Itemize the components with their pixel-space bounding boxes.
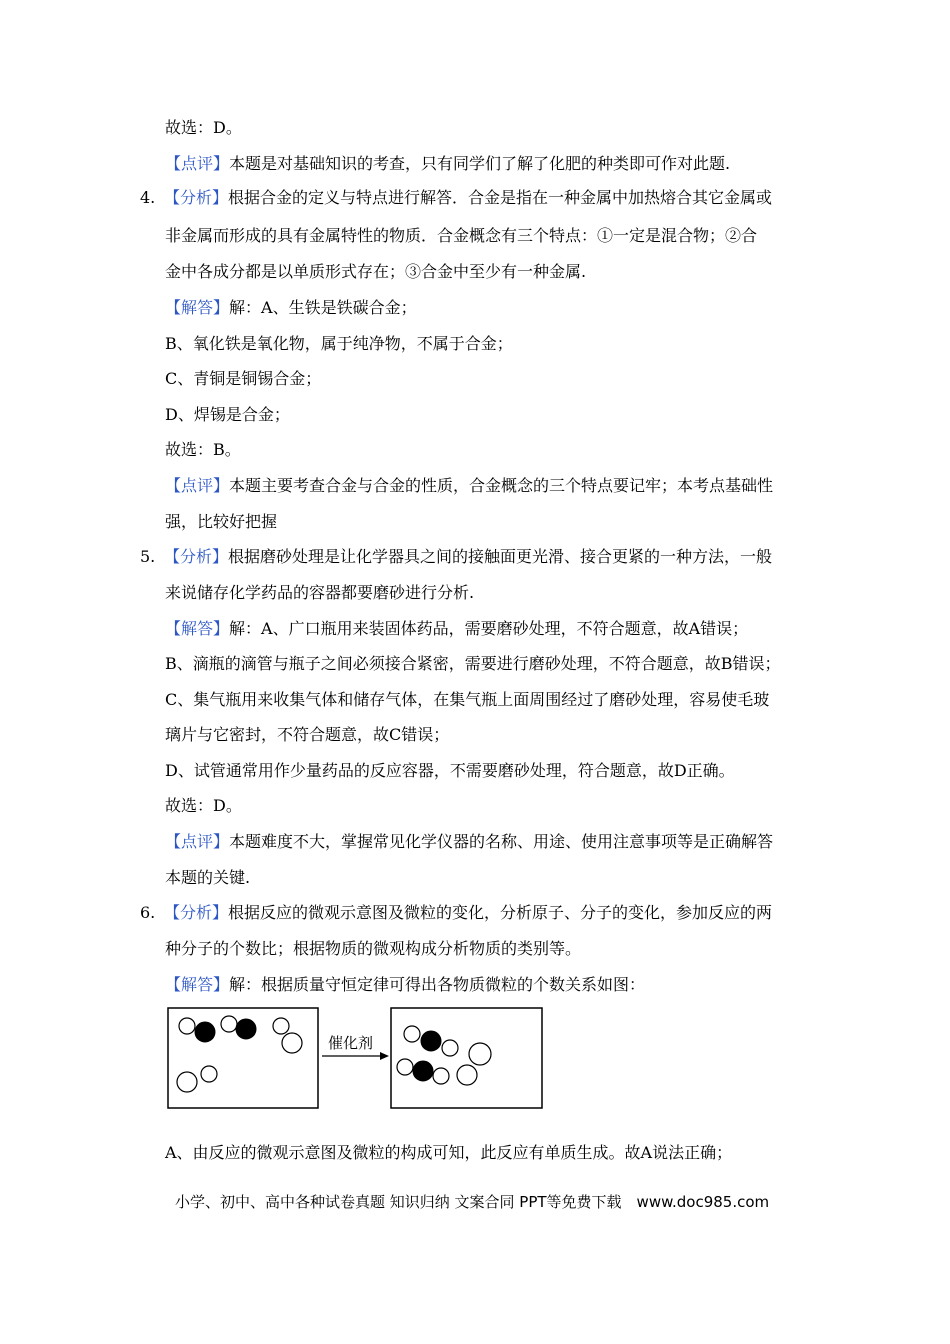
products-box xyxy=(391,1008,542,1108)
black-atom xyxy=(421,1031,441,1051)
comment-tag: 【点评】 xyxy=(165,476,230,495)
text-line: 故选：D。 xyxy=(165,796,242,815)
text-line: 【点评】本题是对基础知识的考查，只有同学们了解了化肥的种类即可作对此题. xyxy=(165,154,731,173)
arrow-head xyxy=(380,1052,389,1060)
analysis-tag: 【分析】 xyxy=(164,547,229,566)
answer-tag: 【解答】 xyxy=(165,975,230,994)
white-atom xyxy=(282,1033,302,1053)
question-number: 6. xyxy=(140,903,156,922)
text-line: C、集气瓶用来收集气体和储存气体，在集气瓶上面周围经过了磨砂处理，容易使毛玻 xyxy=(165,690,770,709)
text-line: 故选：B。 xyxy=(165,440,241,459)
black-atom xyxy=(195,1022,215,1042)
catalyst-label: 催化剂 xyxy=(328,1034,374,1052)
text-line: 【点评】本题主要考查合金与合金的性质，合金概念的三个特点要记牢；本考点基础性 xyxy=(165,476,774,495)
white-atom xyxy=(442,1040,458,1056)
text-line: 种分子的个数比；根据物质的微观构成分析物质的类别等。 xyxy=(165,939,582,958)
text-line: 璃片与它密封，不符合题意，故C错误； xyxy=(165,725,450,744)
white-atom xyxy=(404,1026,420,1042)
white-atom xyxy=(273,1018,289,1034)
text-line: 故选：D。 xyxy=(165,118,242,137)
text-line: 非金属而形成的具有金属特性的物质．合金概念有三个特点：①一定是混合物；②合 xyxy=(165,226,758,245)
text-line: 本题的关键. xyxy=(165,868,251,887)
text-line: B、氧化铁是氧化物，属于纯净物，不属于合金； xyxy=(165,334,513,353)
text-line: 【解答】解：根据质量守恒定律可得出各物质微粒的个数关系如图： xyxy=(165,975,646,994)
text-line: 金中各成分都是以单质形式存在；③合金中至少有一种金属. xyxy=(165,262,587,281)
comment-tag: 【点评】 xyxy=(165,154,230,173)
text-line: C、青铜是铜锡合金； xyxy=(165,369,322,388)
question-number: 5. xyxy=(140,547,156,566)
text-line: 【解答】解：A、生铁是铁碳合金； xyxy=(165,298,417,317)
answer-tag: 【解答】 xyxy=(165,619,230,638)
text-line: D、焊锡是合金； xyxy=(165,405,290,424)
answer-tag: 【解答】 xyxy=(165,298,230,317)
white-atom xyxy=(457,1065,477,1085)
text-line: A、由反应的微观示意图及微粒的构成可知，此反应有单质生成。故A说法正确； xyxy=(165,1143,733,1162)
analysis-tag: 【分析】 xyxy=(164,188,229,207)
comment-tag: 【点评】 xyxy=(165,832,230,851)
white-atom xyxy=(201,1066,217,1082)
black-atom xyxy=(236,1019,256,1039)
white-atom xyxy=(179,1018,195,1034)
text-line: B、滴瓶的滴管与瓶子之间必须接合紧密，需要进行磨砂处理，不符合题意，故B错误； xyxy=(165,654,781,673)
white-atom xyxy=(221,1016,237,1032)
text-line: 强，比较好把握 xyxy=(165,512,278,531)
white-atom xyxy=(397,1059,413,1075)
black-atom xyxy=(413,1061,433,1081)
question-number: 4. xyxy=(140,188,156,207)
question-4-analysis: 4. 【分析】根据合金的定义与特点进行解答．合金是指在一种金属中加热熔合其它金属或 xyxy=(140,188,773,207)
white-atom xyxy=(177,1072,197,1092)
analysis-tag: 【分析】 xyxy=(164,903,229,922)
page-footer: 小学、初中、高中各种试卷真题 知识归纳 文案合同 PPT等免费下载 www.doc985.com xyxy=(175,1193,770,1211)
text-line: 【解答】解：A、广口瓶用来装固体药品，需要磨砂处理，不符合题意，故A错误； xyxy=(165,619,749,638)
white-atom xyxy=(469,1043,491,1065)
white-atom xyxy=(433,1068,449,1084)
question-6-analysis: 6. 【分析】根据反应的微观示意图及微粒的变化，分析原子、分子的变化，参加反应的两 xyxy=(140,903,773,922)
text-line: 【点评】本题难度不大，掌握常见化学仪器的名称、用途、使用注意事项等是正确解答 xyxy=(165,832,774,851)
text-line: 来说储存化学药品的容器都要磨砂进行分析. xyxy=(165,583,475,602)
text-line: D、试管通常用作少量药品的反应容器，不需要磨砂处理，符合题意，故D正确。 xyxy=(165,761,735,780)
reaction-diagram xyxy=(165,1004,545,1112)
question-5-analysis: 5. 【分析】根据磨砂处理是让化学器具之间的接触面更光滑、接合更紧的一种方法，一般 xyxy=(140,547,773,566)
